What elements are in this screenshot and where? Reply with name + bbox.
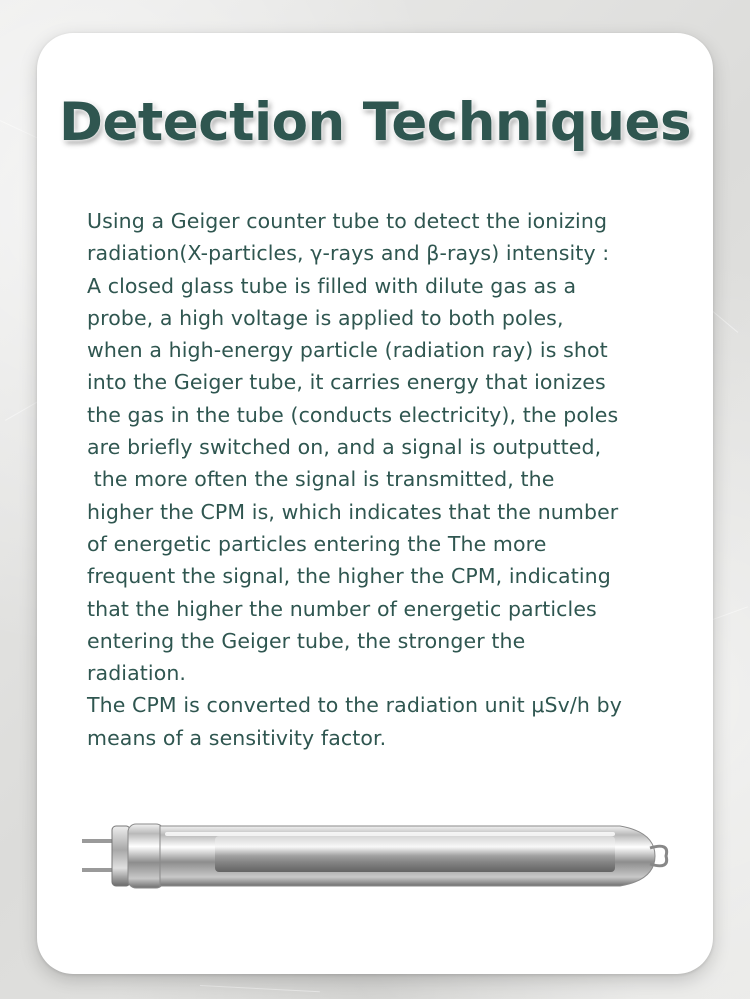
geiger-tube-icon (80, 812, 670, 902)
description-text: Using a Geiger counter tube to detect the ionizing radiation(X-particles, γ-rays and β-rays) intensity : A closed glass tube is filled with dilute gas as a probe, a high voltage is applied to both poles, when a high-energy particle (radiation ray) is shot into the Geiger tube, it carries energy that ionizes the gas in the tube (conducts electricity), the poles are briefly switched on, and a signal is outputted, the more often the signal is transmitted, the higher the CPM is, which indicates that the number of energetic particles entering the The more frequent the signal, the higher the CPM, indicating that the higher the number of energetic particles entering the Geiger tube, the stronger the radiation. The CPM is converted to the radiation unit μSv/h by means of a sensitivity factor. (87, 209, 622, 750)
page-title: Detection Techniques (58, 92, 691, 153)
